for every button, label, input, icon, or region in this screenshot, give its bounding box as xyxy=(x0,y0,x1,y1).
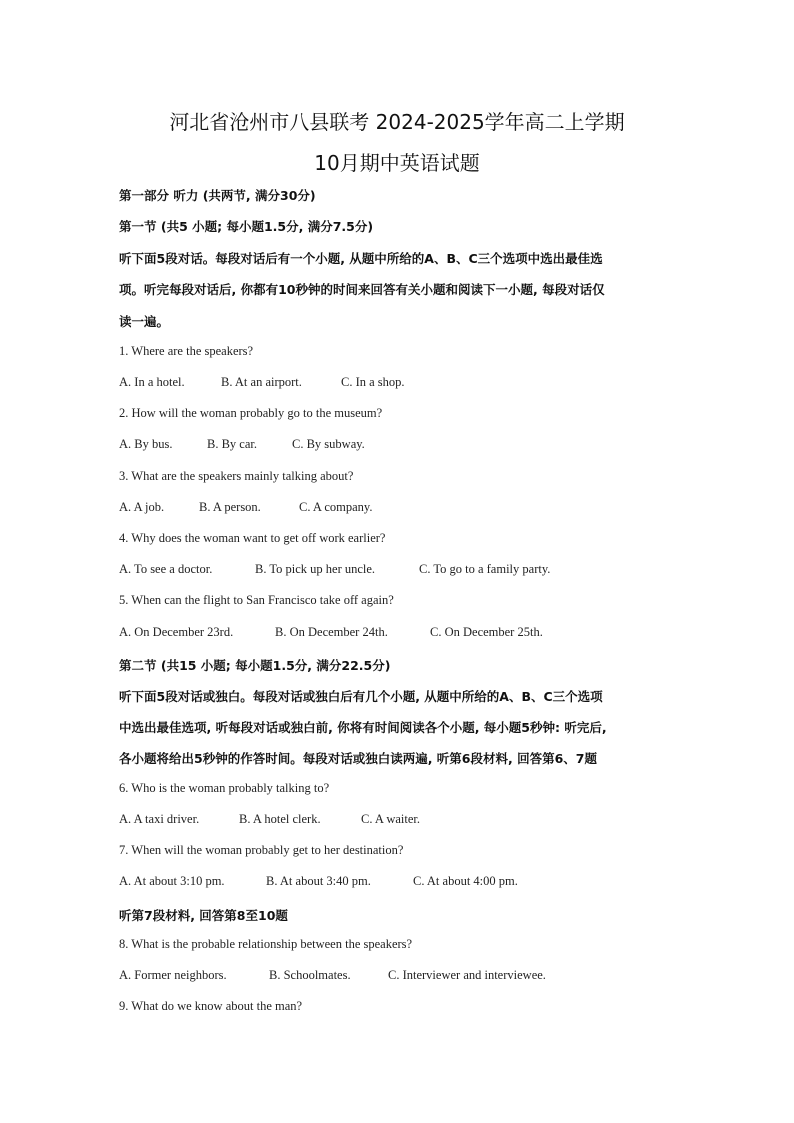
section1-heading: 第一节 (共5 小题; 每小题1.5分, 满分7.5分) xyxy=(119,219,374,234)
option-c: C. Interviewer and interviewee. xyxy=(388,968,546,982)
option-b: B. A hotel clerk. xyxy=(239,812,321,826)
section1-instruction-line: 项。听完每段对话后, 你都有10秒钟的时间来回答有关小题和阅读下一小题, 每段对话仅 xyxy=(119,282,605,297)
question-stem: 3. What are the speakers mainly talking about? xyxy=(119,469,354,483)
option-b: B. At an airport. xyxy=(221,375,302,389)
option-b: B. By car. xyxy=(207,437,257,451)
option-b: B. Schoolmates. xyxy=(269,968,351,982)
option-c: C. To go to a family party. xyxy=(419,562,551,576)
question-options xyxy=(119,625,543,640)
question-stem: 6. Who is the woman probably talking to? xyxy=(119,781,330,795)
section2-instruction-line: 各小题将给出5秒钟的作答时间。每段对话或独白读两遍, 听第6段材料, 回答第6、7题 xyxy=(119,751,597,766)
question-stem: 4. Why does the woman want to get off work earlier? xyxy=(119,531,386,545)
question-options xyxy=(119,375,405,390)
section2-subheading: 听第7段材料, 回答第8至10题 xyxy=(119,908,288,923)
section2-instruction-line: 听下面5段对话或独白。每段对话或独白后有几个小题, 从题中所给的A、B、C三个选项 xyxy=(119,689,603,704)
question-options xyxy=(119,500,373,515)
question-stem: 2. How will the woman probably go to the museum? xyxy=(119,406,383,420)
question-options xyxy=(119,812,420,827)
question-stem: 8. What is the probable relationship between the speakers? xyxy=(119,937,413,951)
section2-heading: 第二节 (共15 小题; 每小题1.5分, 满分22.5分) xyxy=(119,658,391,673)
option-a: A. A job. xyxy=(119,500,165,514)
question-stem: 5. When can the flight to San Francisco take off again? xyxy=(119,593,394,607)
option-c: C. By subway. xyxy=(292,437,365,451)
option-a: A. Former neighbors. xyxy=(119,968,227,982)
section1-instruction-line: 读一遍。 xyxy=(119,314,170,329)
option-c: C. On December 25th. xyxy=(430,625,543,639)
option-c: C. At about 4:00 pm. xyxy=(413,874,518,888)
question-stem: 7. When will the woman probably get to her destination? xyxy=(119,843,404,857)
question-options xyxy=(119,968,546,983)
option-c: C. A company. xyxy=(299,500,373,514)
option-a: A. On December 23rd. xyxy=(119,625,234,639)
option-a: A. At about 3:10 pm. xyxy=(119,874,225,888)
question-stem: 9. What do we know about the man? xyxy=(119,999,303,1013)
option-a: A. To see a doctor. xyxy=(119,562,213,576)
option-b: B. To pick up her uncle. xyxy=(255,562,376,576)
section1-instruction-line: 听下面5段对话。每段对话后有一个小题, 从题中所给的A、B、C三个选项中选出最佳选 xyxy=(119,251,603,266)
question-options xyxy=(119,874,518,889)
exam-title-line1: 河北省沧州市八县联考 2024-2025学年高二上学期 xyxy=(169,110,625,134)
option-a: A. In a hotel. xyxy=(119,375,185,389)
option-c: C. In a shop. xyxy=(341,375,405,389)
option-a: A. A taxi driver. xyxy=(119,812,200,826)
option-c: C. A waiter. xyxy=(361,812,421,826)
part1-heading: 第一部分 听力 (共两节, 满分30分) xyxy=(119,188,316,203)
section2-instruction-line: 中选出最佳选项, 听每段对话或独白前, 你将有时间阅读各个小题, 每小题5秒钟: 听完后, xyxy=(119,720,607,735)
option-b: B. On December 24th. xyxy=(275,625,388,639)
option-b: B. A person. xyxy=(199,500,261,514)
question-options xyxy=(119,562,550,577)
question-stem: 1. Where are the speakers? xyxy=(119,344,254,358)
question-options xyxy=(119,437,365,452)
option-b: B. At about 3:40 pm. xyxy=(266,874,371,888)
exam-title-line2: 10月期中英语试题 xyxy=(314,151,480,175)
option-a: A. By bus. xyxy=(119,437,173,451)
